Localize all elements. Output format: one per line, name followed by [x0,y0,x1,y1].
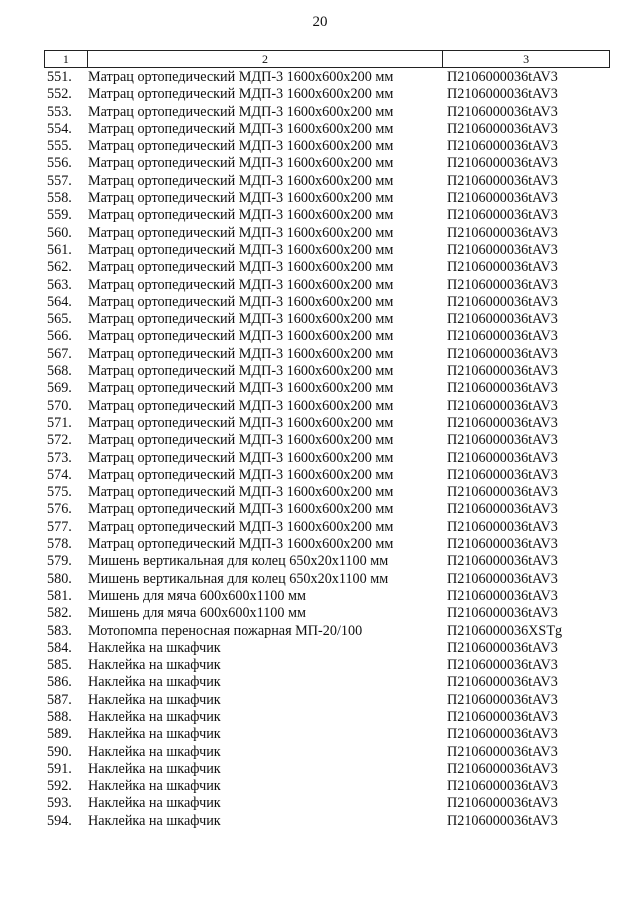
table-row [44,363,610,380]
item-name: Матрац ортопедический МДП-3 1600x600x200 мм [88,120,394,137]
table-row [44,121,610,138]
item-code: П2106000036tAV3 [447,778,558,795]
item-name: Мишень для мяча 600x600x1100 мм [88,587,306,604]
item-code: П2106000036tAV3 [447,276,558,293]
row-number: 560. [47,224,72,241]
item-code: П2106000036tAV3 [447,155,558,172]
item-code: П2106000036tAV3 [447,224,558,241]
item-code: П2106000036tAV3 [447,812,558,829]
row-number: 584. [47,639,72,656]
row-number: 562. [47,259,72,276]
item-name: Матрац ортопедический МДП-3 1600x600x200 мм [88,86,394,103]
item-name: Наклейка на шкафчик [88,812,221,829]
row-number: 575. [47,484,72,501]
table-row [44,553,610,570]
item-name: Матрац ортопедический МДП-3 1600x600x200 мм [88,172,394,189]
item-name: Матрац ортопедический МДП-3 1600x600x200 мм [88,518,394,535]
item-name: Матрац ортопедический МДП-3 1600x600x200 мм [88,380,394,397]
table-row [44,571,610,588]
table-row [44,623,610,640]
row-number: 572. [47,432,72,449]
column-header-1: 1 [44,51,87,67]
item-name: Матрац ортопедический МДП-3 1600x600x200 мм [88,466,394,483]
item-code: П2106000036tAV3 [447,639,558,656]
item-name: Матрац ортопедический МДП-3 1600x600x200 мм [88,311,394,328]
row-number: 551. [47,69,72,85]
row-number: 556. [47,155,72,172]
row-number: 581. [47,587,72,604]
item-code: П2106000036tAV3 [447,743,558,760]
row-number: 569. [47,380,72,397]
item-name: Матрац ортопедический МДП-3 1600x600x200 мм [88,501,394,518]
item-code: П2106000036tAV3 [447,172,558,189]
item-name: Матрац ортопедический МДП-3 1600x600x200 мм [88,241,394,258]
table-row [44,795,610,812]
item-name: Матрац ортопедический МДП-3 1600x600x200 мм [88,69,394,85]
item-code: П2106000036tAV3 [447,691,558,708]
row-number: 577. [47,518,72,535]
row-number: 555. [47,138,72,155]
item-code: П2106000036tAV3 [447,760,558,777]
table-row [44,138,610,155]
table-row [44,744,610,761]
table-row [44,294,610,311]
item-name: Матрац ортопедический МДП-3 1600x600x200 мм [88,155,394,172]
item-name: Матрац ортопедический МДП-3 1600x600x200 мм [88,103,394,120]
row-number: 594. [47,812,72,829]
item-name: Матрац ортопедический МДП-3 1600x600x200 мм [88,363,394,380]
table-row [44,155,610,172]
table-row [44,69,610,86]
row-number: 586. [47,674,72,691]
item-name: Матрац ортопедический МДП-3 1600x600x200 мм [88,190,394,207]
item-name: Матрац ортопедический МДП-3 1600x600x200 мм [88,224,394,241]
table-row [44,173,610,190]
item-code: П2106000036tAV3 [447,449,558,466]
item-code: П2106000036tAV3 [447,259,558,276]
row-number: 590. [47,743,72,760]
row-number: 588. [47,708,72,725]
item-name: Матрац ортопедический МДП-3 1600x600x200 мм [88,397,394,414]
table-row [44,346,610,363]
item-code: П2106000036tAV3 [447,570,558,587]
item-code: П2106000036tAV3 [447,795,558,812]
row-number: 591. [47,760,72,777]
row-number: 557. [47,172,72,189]
item-name: Наклейка на шкафчик [88,778,221,795]
column-header-2: 2 [87,51,442,67]
item-name: Наклейка на шкафчик [88,657,221,674]
table-row [44,259,610,276]
item-code: П2106000036tAV3 [447,657,558,674]
row-number: 576. [47,501,72,518]
table-row [44,674,610,691]
table-row [44,450,610,467]
row-number: 585. [47,657,72,674]
item-name: Матрац ортопедический МДП-3 1600x600x200 мм [88,345,394,362]
item-code: П2106000036tAV3 [447,311,558,328]
table-row [44,190,610,207]
table-row [44,726,610,743]
item-code: П2106000036tAV3 [447,190,558,207]
item-code: П2106000036XSTg [447,622,563,639]
item-code: П2106000036tAV3 [447,484,558,501]
item-name: Матрац ортопедический МДП-3 1600x600x200 мм [88,207,394,224]
item-name: Мишень вертикальная для колец 650x20x1100 мм [88,570,389,587]
item-name: Мишень вертикальная для колец 650x20x1100 мм [88,553,389,570]
table-row [44,242,610,259]
item-name: Мотопомпа переносная пожарная МП-20/100 [88,622,363,639]
row-number: 563. [47,276,72,293]
row-number: 567. [47,345,72,362]
row-number: 587. [47,691,72,708]
item-code: П2106000036tAV3 [447,553,558,570]
item-code: П2106000036tAV3 [447,501,558,518]
item-code: П2106000036tAV3 [447,69,558,85]
table-row [44,536,610,553]
item-code: П2106000036tAV3 [447,138,558,155]
row-number: 589. [47,726,72,743]
item-code: П2106000036tAV3 [447,293,558,310]
table-row [44,640,610,657]
item-name: Матрац ортопедический МДП-3 1600x600x200 мм [88,259,394,276]
inventory-table [44,50,610,830]
item-code: П2106000036tAV3 [447,397,558,414]
item-name: Матрац ортопедический МДП-3 1600x600x200 мм [88,138,394,155]
item-name: Наклейка на шкафчик [88,760,221,777]
table-row [44,398,610,415]
row-number: 573. [47,449,72,466]
item-code: П2106000036tAV3 [447,380,558,397]
row-number: 558. [47,190,72,207]
item-name: Наклейка на шкафчик [88,639,221,656]
row-number: 568. [47,363,72,380]
row-number: 570. [47,397,72,414]
row-number: 561. [47,241,72,258]
table-row [44,605,610,622]
table-row [44,225,610,242]
row-number: 578. [47,536,72,553]
row-number: 571. [47,414,72,431]
table-body [44,69,610,830]
item-name: Матрац ортопедический МДП-3 1600x600x200 мм [88,432,394,449]
item-code: П2106000036tAV3 [447,674,558,691]
row-number: 559. [47,207,72,224]
item-code: П2106000036tAV3 [447,345,558,362]
item-name: Матрац ортопедический МДП-3 1600x600x200 мм [88,276,394,293]
table-row [44,709,610,726]
item-name: Наклейка на шкафчик [88,726,221,743]
row-number: 564. [47,293,72,310]
table-row [44,207,610,224]
table-header [44,50,610,68]
item-code: П2106000036tAV3 [447,207,558,224]
item-code: П2106000036tAV3 [447,414,558,431]
item-code: П2106000036tAV3 [447,103,558,120]
item-name: Наклейка на шкафчик [88,674,221,691]
item-code: П2106000036tAV3 [447,86,558,103]
row-number: 580. [47,570,72,587]
item-name: Наклейка на шкафчик [88,708,221,725]
item-code: П2106000036tAV3 [447,363,558,380]
item-name: Матрац ортопедический МДП-3 1600x600x200 мм [88,293,394,310]
row-number: 593. [47,795,72,812]
table-row [44,328,610,345]
table-row [44,657,610,674]
table-row [44,277,610,294]
table-row [44,813,610,830]
item-name: Мишень для мяча 600x600x1100 мм [88,605,306,622]
item-code: П2106000036tAV3 [447,708,558,725]
table-row [44,588,610,605]
row-number: 592. [47,778,72,795]
row-number: 583. [47,622,72,639]
item-code: П2106000036tAV3 [447,605,558,622]
item-name: Матрац ортопедический МДП-3 1600x600x200 мм [88,449,394,466]
item-name: Матрац ортопедический МДП-3 1600x600x200 мм [88,414,394,431]
table-row [44,311,610,328]
table-row [44,761,610,778]
row-number: 574. [47,466,72,483]
item-code: П2106000036tAV3 [447,518,558,535]
row-number: 579. [47,553,72,570]
item-code: П2106000036tAV3 [447,328,558,345]
table-row [44,432,610,449]
item-code: П2106000036tAV3 [447,432,558,449]
item-name: Матрац ортопедический МДП-3 1600x600x200 мм [88,536,394,553]
item-name: Матрац ортопедический МДП-3 1600x600x200 мм [88,484,394,501]
table-row [44,501,610,518]
item-code: П2106000036tAV3 [447,120,558,137]
row-number: 553. [47,103,72,120]
row-number: 554. [47,120,72,137]
item-code: П2106000036tAV3 [447,241,558,258]
item-name: Наклейка на шкафчик [88,691,221,708]
item-name: Наклейка на шкафчик [88,743,221,760]
page-number: 20 [312,14,328,30]
item-name: Матрац ортопедический МДП-3 1600x600x200 мм [88,328,394,345]
column-header-3: 3 [442,51,610,67]
table-row [44,415,610,432]
table-row [44,519,610,536]
item-code: П2106000036tAV3 [447,587,558,604]
row-number: 565. [47,311,72,328]
row-number: 582. [47,605,72,622]
table-row [44,467,610,484]
item-name: Наклейка на шкафчик [88,795,221,812]
table-row [44,86,610,103]
row-number: 566. [47,328,72,345]
table-row [44,692,610,709]
row-number: 552. [47,86,72,103]
item-code: П2106000036tAV3 [447,726,558,743]
table-row [44,380,610,397]
item-code: П2106000036tAV3 [447,536,558,553]
table-row [44,778,610,795]
item-code: П2106000036tAV3 [447,466,558,483]
table-row [44,484,610,501]
table-row [44,104,610,121]
